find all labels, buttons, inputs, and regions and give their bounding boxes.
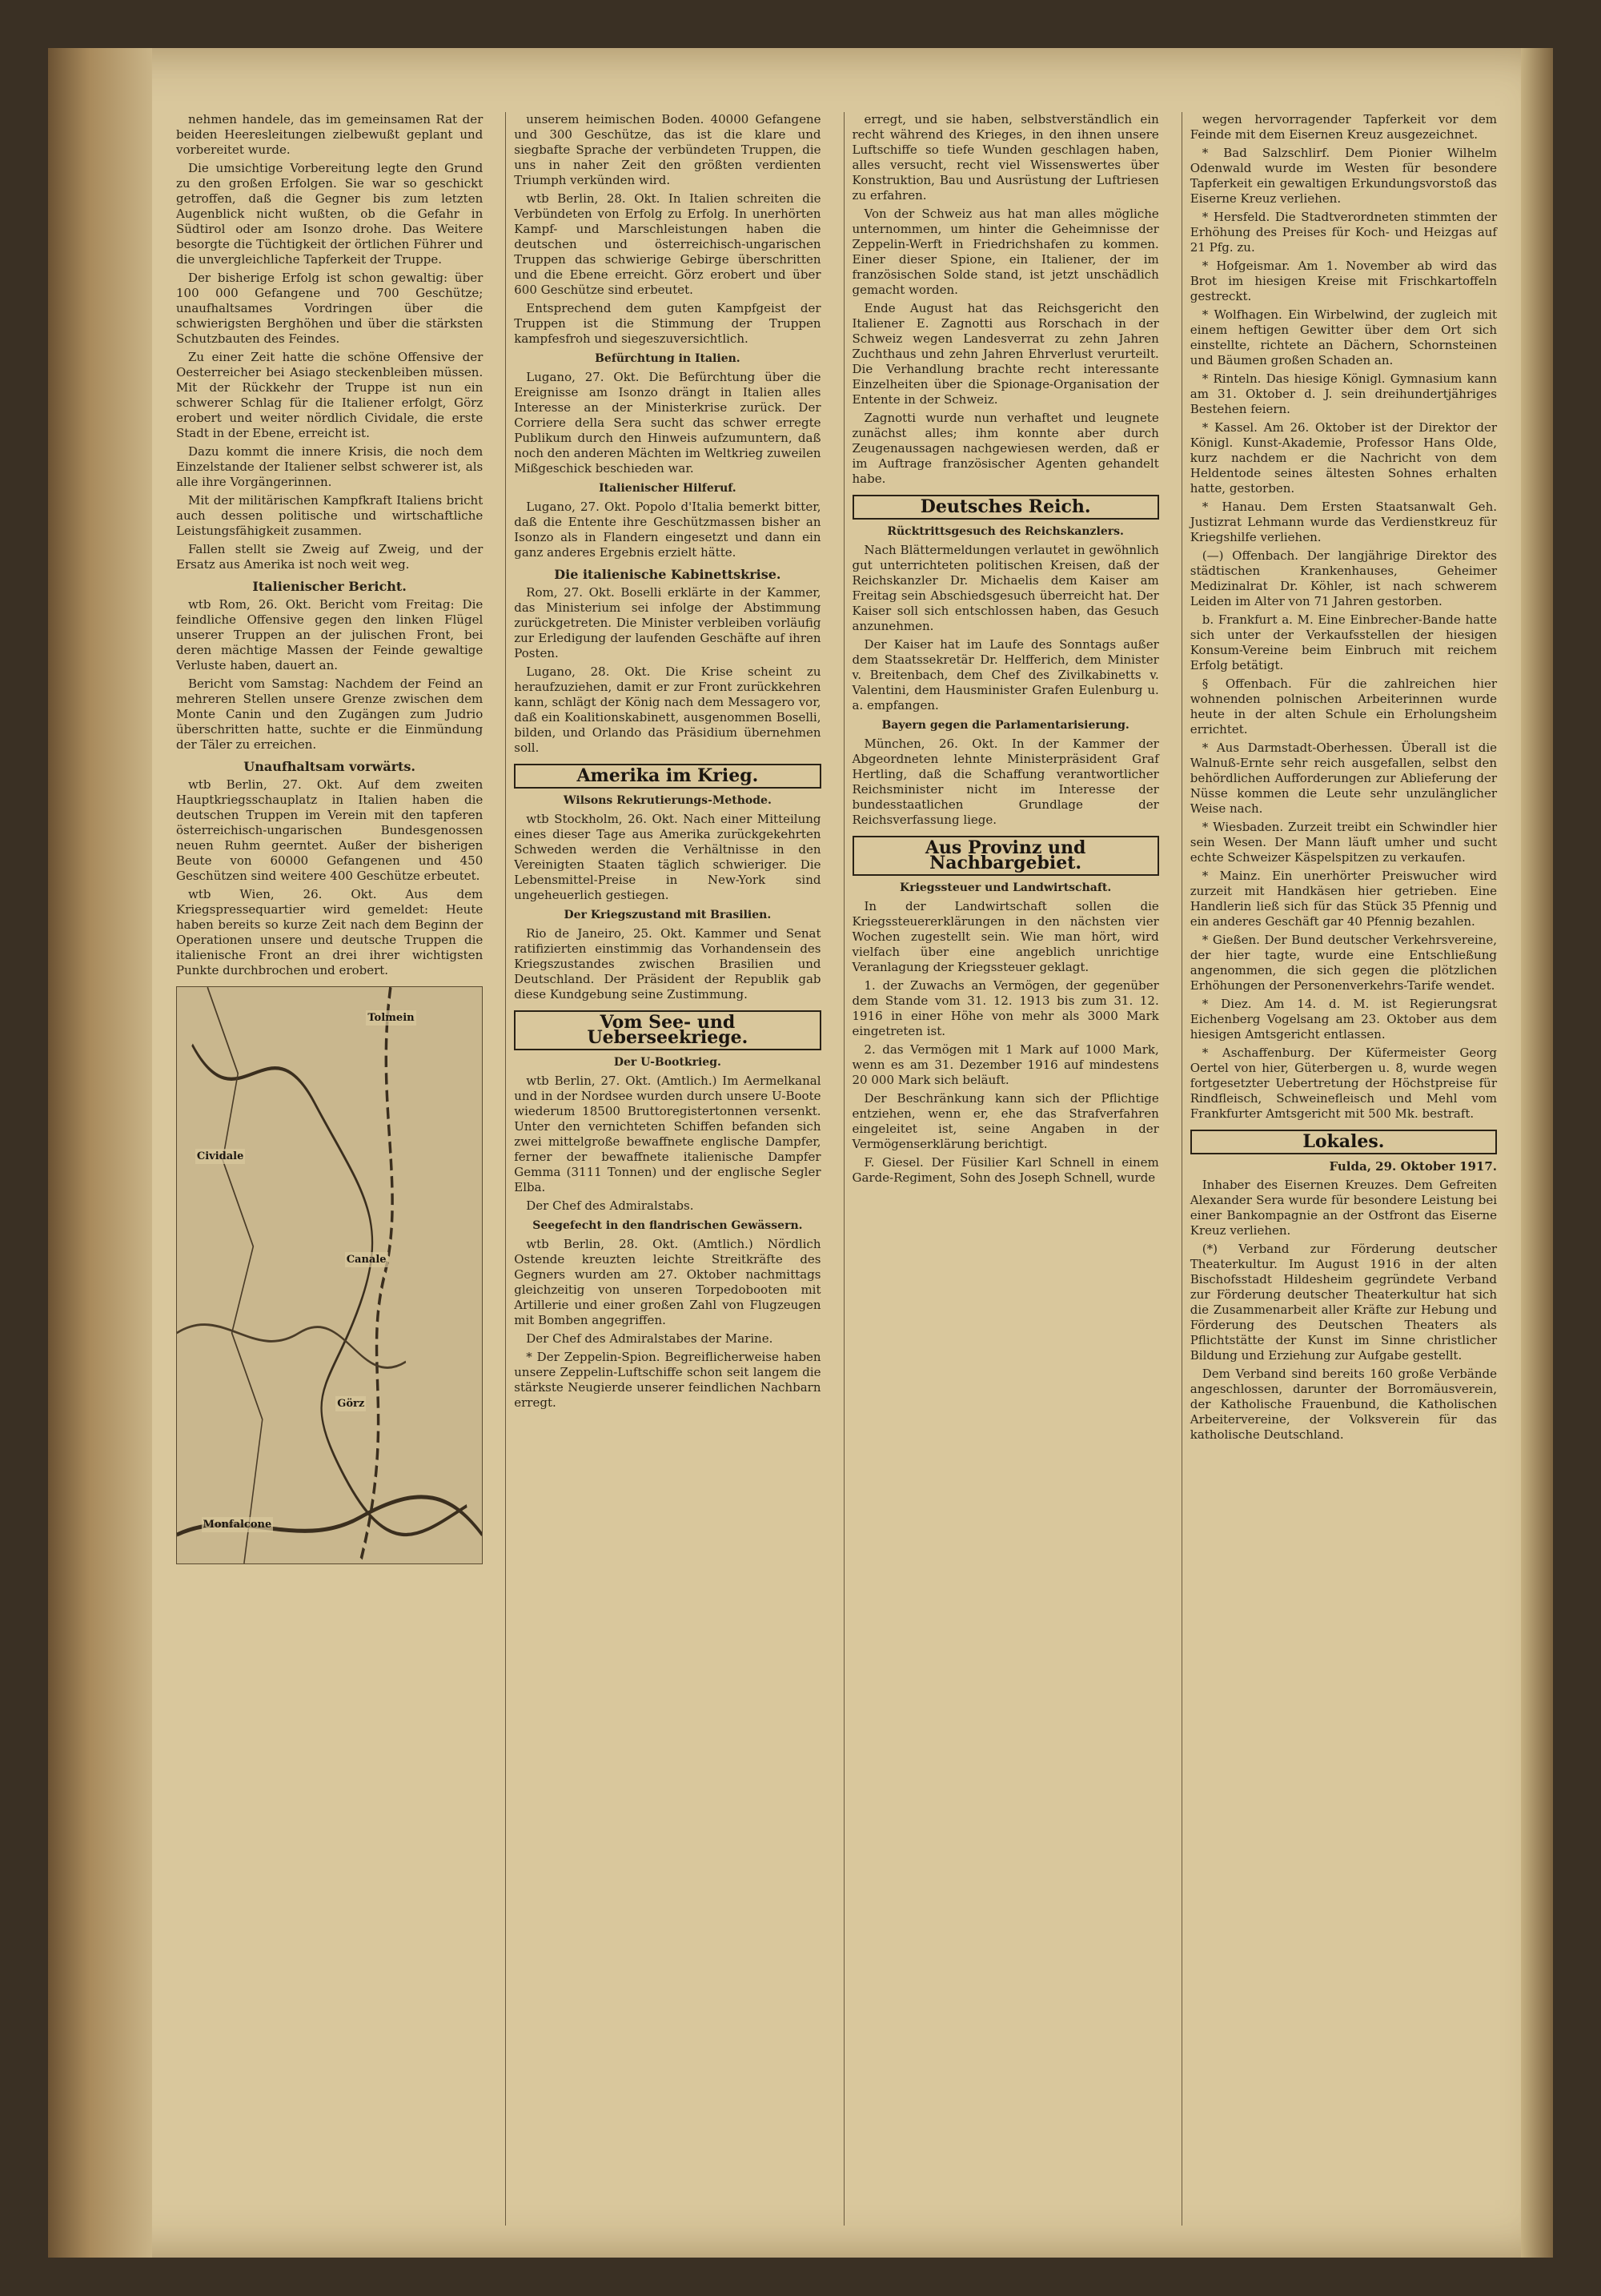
- article-subheading: Rücktrittsgesuch des Reichskanzlers.: [887, 525, 1124, 538]
- article-paragraph: Der Chef des Admiralstabs.: [526, 1198, 694, 1213]
- article-paragraph: * Hanau. Dem Ersten Staatsanwalt Geh. Justizrat Lehmann wurde das Verdienstkreuz für Kriegshilfe verliehen.: [1190, 500, 1497, 544]
- dateline: Fulda, 29. Oktober 1917.: [1329, 1159, 1497, 1174]
- article-paragraph: * Wiesbaden. Zurzeit treibt ein Schwindler hier sein Wesen. Der Mann läuft umher und sucht echte Schweizer Käspelspitzen zu verkaufen.: [1190, 820, 1497, 865]
- map-label: Canale: [346, 1254, 387, 1266]
- article-paragraph: unserem heimischen Boden. 40000 Gefangene und 300 Geschütze, das ist die klare und siegbafte Sprache der verbündeten Truppen, die uns in naher Zeit den größten verdienten Triumph verkünden wird.: [514, 112, 821, 187]
- front-map: [176, 986, 483, 1564]
- map-label: Görz: [337, 1398, 365, 1411]
- article-paragraph: Der Chef des Admiralstabes der Marine.: [526, 1331, 773, 1346]
- article-paragraph: * Wolfhagen. Ein Wirbelwind, der zugleich mit einem heftigen Gewitter über dem Ort sich einstellte, richtete an Dächern, Schornsteinen und Bäumen großen Schaden an.: [1190, 307, 1497, 367]
- article-paragraph: wtb Berlin, 27. Okt. (Amtlich.) Im Aermelkanal und in der Nordsee wurden durch unsere U-Boote wiederum 18500 Bruttoregistertonnen versenkt. Unter den vernichteten Schiffen befanden sich zwei mittelgroße bewaffnete englische Dampfer, ferner der bewaffnete italienische Dampfer Gemma (3111 Tonnen) und der englische Segler Elba.: [514, 1074, 821, 1194]
- article-paragraph: Rom, 27. Okt. Boselli erklärte in der Kammer, das Ministerium sei infolge der Abstimmung zurückgetreten. Die Minister verbleiben vorläufig zur Erledigung der laufenden Geschäfte auf ihren Posten.: [514, 585, 821, 660]
- article-heading: Italienischer Bericht.: [252, 579, 407, 594]
- article-paragraph: wtb Wien, 26. Okt. Aus dem Kriegspressequartier wird gemeldet: Heute haben bereits so kurze Zeit nach dem Beginn der Operationen unsere und deutsche Truppen die italienische Front an drei ihrer wichtigsten Punkte durchbrochen und erobert.: [176, 887, 484, 977]
- newspaper-columns: [168, 112, 1505, 2226]
- article-paragraph: § Offenbach. Für die zahlreichen hier wohnenden polnischen Arbeiterinnen wurde heute in der alten Schule ein Erholungsheim errichtet.: [1190, 676, 1497, 737]
- article-paragraph: * Rinteln. Das hiesige Königl. Gymnasium kann am 31. Oktober d. J. sein dreihundertjähriges Bestehen feiern.: [1190, 371, 1497, 416]
- article-subheading: Der Kriegszustand mit Brasilien.: [564, 909, 772, 921]
- page-edge-right: [1521, 48, 1553, 2258]
- article-subheading: Befürchtung in Italien.: [595, 352, 740, 365]
- article-paragraph: * Aschaffenburg. Der Küfermeister Georg Oertel von hier, Güterbergen u. 8, wurde wegen fortgesetzter Uebertretung der Höchstpreise für Rindfleisch, Schweinefleisch und Mehl vom Frankfurter Amtsgericht mit 500 Mk. bestraft.: [1190, 1046, 1497, 1121]
- article-paragraph: Lugano, 28. Okt. Die Krise scheint zu heraufzuziehen, damit er zur Front zurückkehren kann, schlägt der König nach dem Messagero vor, daß ein Koalitionskabinett, ausgenommen Boselli, bilden, und Orlando das Präsidium übernehmen soll.: [514, 664, 821, 755]
- column-3: [844, 112, 1167, 2226]
- article-paragraph: Inhaber des Eisernen Kreuzes. Dem Gefreiten Alexander Sera wurde für besondere Leistung bei einer Bankompagnie an der Ostfront das Eiserne Kreuz verliehen.: [1190, 1178, 1497, 1238]
- section-heading: Vom See- und Ueberseekriege.: [514, 1010, 821, 1050]
- article-paragraph: wtb Berlin, 28. Okt. (Amtlich.) Nördlich Ostende kreuzten leichte Streitkräfte des Gegners wurden am 27. Oktober nachmittags gleichzeitig von unseren Torpedobooten mit Artillerie und einer großen Zahl von Flugzeugen mit Bomben angegriffen.: [514, 1237, 821, 1327]
- article-paragraph: wtb Stockholm, 26. Okt. Nach einer Mitteilung eines dieser Tage aus Amerika zurückgekehrten Schweden werden die Verhältnisse in den Vereinigten Staaten täglich schwieriger. Die Lebensmittel-Preise in New-York sind ungeheuerlich gestiegen.: [514, 812, 821, 902]
- article-paragraph: Zu einer Zeit hatte die schöne Offensive der Oesterreicher bei Asiago steckenbleiben müssen. Mit der Rückkehr der Truppe ist nun ein schwerer Schlag für die Italiener erfolgt, Görz erobert und weiter nördlich Cividale, die erste Stadt in der Ebene, erreicht ist.: [176, 350, 484, 440]
- article-paragraph: 1. der Zuwachs an Vermögen, der gegenüber dem Stande vom 31. 12. 1913 bis zum 31. 12. 1916 in einer Höhe von mehr als 3000 Mark eingetreten ist.: [852, 978, 1159, 1038]
- article-paragraph: wtb Berlin, 28. Okt. In Italien schreiten die Verbündeten von Erfolg zu Erfolg. In unerhörten Kampf- und Marschleistungen haben die deutschen und österreichisch-ungarischen Truppen das schwierige Gebirge überschritten und die Ebene erreicht. Görz erobert und über 600 Geschütze sind erbeutet.: [514, 191, 821, 297]
- article-paragraph: * Aus Darmstadt-Oberhessen. Überall ist die Walnuß-Ernte sehr reich ausgefallen, selbst den behördlichen Aufforderungen zur Ablieferung der Nüsse kommen die Leute sehr unzulänglicher Weise nach.: [1190, 741, 1497, 816]
- article-paragraph: Zagnotti wurde nun verhaftet und leugnete zunächst alles; ihm konnte aber durch Zeugenaussagen nachgewiesen werden, daß er im Auftrage französischer Agenten gehandelt habe.: [852, 411, 1159, 486]
- article-paragraph: * Hofgeismar. Am 1. November ab wird das Brot im hiesigen Kreise mit Frischkartoffeln gestreckt.: [1190, 259, 1497, 303]
- article-subheading: Wilsons Rekrutierungs-Methode.: [563, 794, 772, 807]
- article-paragraph: Nach Blättermeldungen verlautet in gewöhnlich gut unterrichteten politischen Kreisen, daß der Reichskanzler Dr. Michaelis dem Kaiser am Freitag sein Abschiedsgesuch überreicht hat. Der Kaiser soll sich entschlossen haben, das Gesuch anzunehmen.: [852, 543, 1159, 633]
- section-heading: Amerika im Krieg.: [514, 764, 821, 789]
- article-paragraph: * Kassel. Am 26. Oktober ist der Direktor der Königl. Kunst-Akademie, Professor Hans Olde, kurz nachdem er die Nachricht von dem Heldentode seines ältesten Sohnes erhalten hatte, gestorben.: [1190, 420, 1497, 496]
- article-paragraph: Bericht vom Samstag: Nachdem der Feind an mehreren Stellen unsere Grenze zwischen dem Monte Canin und den Zugängen zum Judrio überschritten hatte, suchte er die Einmündung der Täler zu erreichen.: [176, 676, 484, 752]
- article-subheading: Der U-Bootkrieg.: [613, 1056, 721, 1069]
- article-heading: Die italienische Kabinettskrise.: [554, 567, 781, 582]
- article-paragraph: Die umsichtige Vorbereitung legte den Grund zu den großen Erfolgen. Sie war so geschickt getroffen, daß die Gegner bis zum letzten Augenblick nicht wußten, ob die Gefahr in Südtirol oder am Isonzo drohe. Das Weitere besorgte die Tüchtigkeit der örtlichen Führer und die unvergleichliche Tapferkeit der Truppe.: [176, 161, 484, 267]
- article-subheading: Kriegssteuer und Landwirtschaft.: [900, 881, 1112, 894]
- article-subheading: Bayern gegen die Parlamentarisierung.: [881, 719, 1130, 732]
- article-paragraph: Der bisherige Erfolg ist schon gewaltig: über 100 000 Gefangene und 700 Geschütze; unaufhaltsames Vordringen über die schwierigsten Berghöhen und über die stärksten Schutzbauten des Feindes.: [176, 271, 484, 346]
- article-paragraph: München, 26. Okt. In der Kammer der Abgeordneten lehnte Ministerpräsident Graf Hertling, daß die Schaffung verantwortlicher Reichsminister nicht im Interesse der bundesstaatlichen Grundlage der Reichsverfassung liege.: [852, 737, 1159, 827]
- section-heading: Lokales.: [1190, 1130, 1497, 1154]
- column-2: [505, 112, 829, 2226]
- article-paragraph: 2. das Vermögen mit 1 Mark auf 1000 Mark, wenn es am 31. Dezember 1916 auf mindestens 20 000 Mark sich beläuft.: [852, 1042, 1159, 1087]
- article-paragraph: * Gießen. Der Bund deutscher Verkehrsvereine, der hier tagte, wurde eine Entschließung angenommen, die sich gegen die plötzlichen Erhöhungen der Personenverkehrs-Tarife wendet.: [1190, 933, 1497, 993]
- article-subheading: Seegefecht in den flandrischen Gewässern.: [532, 1219, 803, 1232]
- article-paragraph: (*) Verband zur Förderung deutscher Theaterkultur. Im August 1916 in der alten Bischofsstadt Hildesheim gegründete Verband zur Förderung deutscher Theaterkultur hat sich die Zusammenarbeit aller Kräfte zur Hebung und Förderung des Deutschen Theaters als Pflichtstätte der Kunst im Sinne christlicher Bildung und Erziehung zur Aufgabe gestellt.: [1190, 1242, 1497, 1363]
- article-paragraph: Lugano, 27. Okt. Popolo d'Italia bemerkt bitter, daß die Entente ihre Geschützmassen bisher an Isonzo als in Flandern eingesetzt und dann ein ganz anderes Ergebnis erzielt hätte.: [514, 500, 821, 560]
- article-paragraph: Der Kaiser hat im Laufe des Sonntags außer dem Staatssekretär Dr. Helfferich, dem Minister v. Breitenbach, dem Chef des Zivilkabinetts v. Valentini, dem Hausminister Grafen Eulenburg u. a. empfangen.: [852, 637, 1159, 712]
- article-paragraph: (—) Offenbach. Der langjährige Direktor des städtischen Krankenhauses, Geheimer Medizinalrat Dr. Köhler, ist nach schwerem Leiden im Alter von 71 Jahren gestorben.: [1190, 548, 1497, 608]
- article-paragraph: In der Landwirtschaft sollen die Kriegssteuererklärungen in den nächsten vier Wochen zugestellt sein. Wie man hört, wird vielfach über eine angeblich unrichtige Veranlagung der Kriegssteuer geklagt.: [852, 899, 1159, 974]
- article-paragraph: Von der Schweiz aus hat man alles mögliche unternommen, um hinter die Geheimnisse der Zeppelin-Werft in Friedrichshafen zu kommen. Einer dieser Spione, ein Italiener, der im französischen Solde stand, ist jetzt unschädlich gemacht worden.: [852, 207, 1159, 297]
- column-1: [168, 112, 491, 2226]
- article-paragraph: Fallen stellt sie Zweig auf Zweig, und der Ersatz aus Amerika ist noch weit weg.: [176, 542, 484, 572]
- map-drawing: [177, 987, 482, 1563]
- article-paragraph: Mit der militärischen Kampfkraft Italiens bricht auch dessen politische und wirtschaftliche Leistungsfähigkeit zusammen.: [176, 493, 484, 538]
- article-paragraph: * Hersfeld. Die Stadtverordneten stimmten der Erhöhung des Preises für Koch- und Heizgas auf 21 Pfg. zu.: [1190, 210, 1497, 255]
- section-heading: Aus Provinz und Nachbargebiet.: [853, 836, 1159, 876]
- article-paragraph: F. Giesel. Der Füsilier Karl Schnell in einem Garde-Regiment, Sohn des Joseph Schnell, wurde: [852, 1155, 1159, 1185]
- article-paragraph: * Der Zeppelin-Spion. Begreiflicherweise haben unsere Zeppelin-Luftschiffe schon seit langem die stärkste Neugierde unserer feindlichen Nachbarn erregt.: [514, 1350, 821, 1410]
- column-4: [1182, 112, 1505, 2226]
- article-paragraph: Ende August hat das Reichsgericht den Italiener E. Zagnotti aus Rorschach in der Schweiz wegen Landesverrat zu zehn Jahren Zuchthaus und zehn Jahren Ehrverlust verurteilt. Die Verhandlung brachte recht interessante Einzelheiten über die Spionage-Organisation der Entente in der Schweiz.: [852, 301, 1159, 407]
- article-paragraph: wegen hervorragender Tapferkeit vor dem Feinde mit dem Eisernen Kreuz ausgezeichnet.: [1190, 112, 1497, 142]
- map-label: Tolmein: [367, 1011, 415, 1024]
- article-paragraph: Der Beschränkung kann sich der Pflichtige entziehen, wenn er, ehe das Strafverfahren eingeleitet ist, seine Angaben in der Vermögenserklärung berichtigt.: [852, 1091, 1159, 1151]
- map-label: Monfalcone: [203, 1519, 272, 1531]
- article-paragraph: b. Frankfurt a. M. Eine Einbrecher-Bande hatte sich unter der Verkaufsstellen der hiesigen Konsum-Vereine beim Einbruch mit reichem Erfolg betätigt.: [1190, 612, 1497, 672]
- article-paragraph: wtb Berlin, 27. Okt. Auf dem zweiten Hauptkriegsschauplatz in Italien haben die deutschen Truppen im Verein mit den tapferen österreichisch-ungarischen Bundesgenossen neuen Ruhm geerntet. Außer der bisherigen Beute von 60000 Gefangenen und 450 Geschützen sind weitere 400 Geschütze erbeutet.: [176, 777, 484, 883]
- page-stack-edge-left: [48, 48, 152, 2258]
- article-paragraph: nehmen handele, das im gemeinsamen Rat der beiden Heeresleitungen zielbewußt geplant und vorbereitet wurde.: [176, 112, 484, 157]
- article-subheading: Italienischer Hilferuf.: [599, 482, 736, 495]
- article-paragraph: Dazu kommt die innere Krisis, die noch dem Einzelstande der Italiener selbst schwerer ist, als alle ihre Vorgängerinnen.: [176, 444, 484, 489]
- newspaper-page: [48, 48, 1553, 2258]
- article-paragraph: wtb Rom, 26. Okt. Bericht vom Freitag: Die feindliche Offensive gegen den linken Flügel unserer Truppen an der julischen Front, bei deren mächtige Massen der Feinde gewaltige Verluste haben, dauert an.: [176, 597, 484, 672]
- article-paragraph: erregt, und sie haben, selbstverständlich ein recht während des Krieges, in den ihnen unsere Luftschiffe so tiefe Wunden geschlagen haben, alles versucht, recht viel Wissenswertes über Konstruktion, Bau und Ausrüstung der Luftriesen zu erfahren.: [852, 112, 1159, 203]
- map-label: Cividale: [196, 1150, 244, 1162]
- article-paragraph: Rio de Janeiro, 25. Okt. Kammer und Senat ratifizierten einstimmig das Vorhandensein des Kriegszustandes zwischen Brasilien und Deutschland. Der Präsident der Republik gab diese Kundgebung seine Zustimmung.: [514, 926, 821, 1001]
- section-heading: Deutsches Reich.: [853, 495, 1159, 520]
- article-paragraph: * Bad Salzschlirf. Dem Pionier Wilhelm Odenwald wurde im Westen für besondere Tapferkeit ein gewaltigen Erkundungsvorstoß das Eiserne Kreuz verliehen.: [1190, 146, 1497, 206]
- article-paragraph: Lugano, 27. Okt. Die Befürchtung über die Ereignisse am Isonzo drängt in Italien alles Interesse an der Ministerkrise zurück. Der Corriere della Sera sucht das schwer erregte Publikum durch den Hinweis aufzumuntern, daß noch den anderen Mächten im Weltkrieg zuweilen Mißgeschick beschieden war.: [514, 370, 821, 476]
- article-paragraph: * Diez. Am 14. d. M. ist Regierungsrat Eichenberg Vogelsang am 23. Oktober aus dem hiesigen Amtsgericht entlassen.: [1190, 997, 1497, 1042]
- article-paragraph: * Mainz. Ein unerhörter Preiswucher wird zurzeit mit Handkäsen hier getrieben. Eine Handlerin ließ sich für das Stück 35 Pfennig und ein anderes Geschäft gar 40 Pfennig bezahlen.: [1190, 869, 1497, 929]
- article-paragraph: Dem Verband sind bereits 160 große Verbände angeschlossen, darunter der Borromäusverein, der Katholische Frauenbund, die Katholischen Arbeitervereine, der Volksverein für das katholische Deutschland.: [1190, 1367, 1497, 1442]
- article-heading: Unaufhaltsam vorwärts.: [243, 759, 415, 774]
- article-paragraph: Entsprechend dem guten Kampfgeist der Truppen ist die Stimmung der Truppen kampfesfroh und siegeszuversichtlich.: [514, 301, 821, 346]
